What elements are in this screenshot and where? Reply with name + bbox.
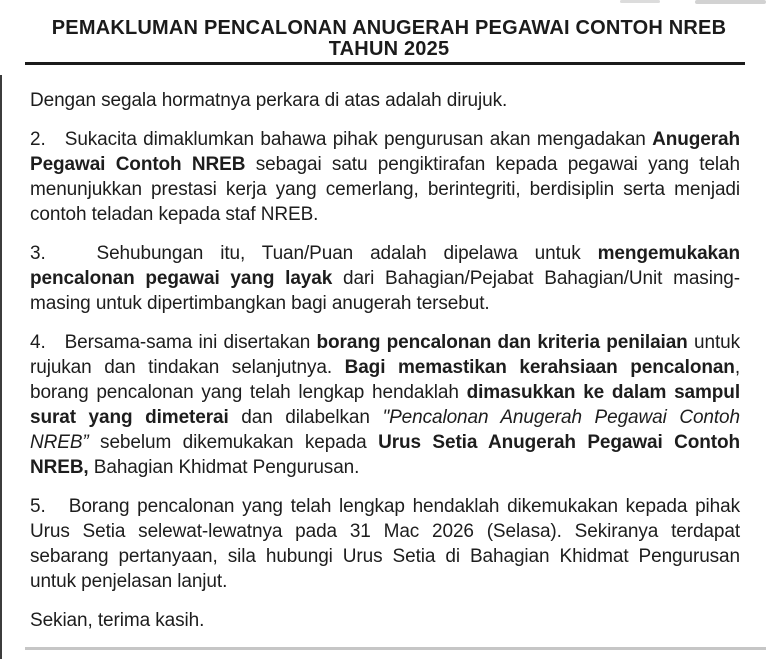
paragraph-salutation: Dengan segala hormatnya perkara di atas adalah dirujuk.	[30, 90, 508, 111]
document-title	[40, 18, 738, 60]
paragraph-3: 3. Sehubungan itu, Tuan/Puan adalah dipelawa untuk mengemukakan pencalonan pegawai yang layak dari Bahagian/Pejabat Bahagian/Unit masing-masing untuk dipertimbangkan bagi anugerah tersebut.	[30, 243, 740, 314]
title-underline-rule	[25, 62, 745, 65]
document-body	[30, 88, 740, 647]
scan-artifact-bottom-line	[25, 647, 766, 650]
paragraph-5: 5. Borang pencalonan yang telah lengkap hendaklah dikemukakan kepada pihak Urus Setia selewat-lewatnya pada 31 Mac 2026 (Selasa). Sekiranya terdapat sebarang pertanyaan, sila hubungi Urus Setia di Bahagian Khidmat Pengurusan untuk penjelasan lanjut.	[30, 496, 740, 592]
scan-artifact-top-1	[620, 0, 660, 3]
scan-artifact-top-2	[695, 0, 766, 4]
closing-line: Sekian, terima kasih.	[30, 610, 205, 631]
title-line-1: PEMAKLUMAN PENCALONAN ANUGERAH PEGAWAI CONTOH NREB	[51, 17, 727, 39]
paragraph-4: 4. Bersama-sama ini disertakan borang pencalonan dan kriteria penilaian untuk rujukan dan tindakan selanjutnya. Bagi memastikan kerahsiaan pencalonan, borang pencalonan yang telah lengkap hendaklah dimasukkan ke dalam sampul surat yang dimeterai dan dilabelkan "Pencalonan Anugerah Pegawai Contoh NREB” sebelum dikemukakan kepada Urus Setia Anugerah Pegawai Contoh NREB, Bahagian Khidmat Pengurusan.	[30, 332, 740, 478]
scan-artifact-left-edge	[0, 75, 2, 659]
paragraph-2: 2. Sukacita dimaklumkan bahawa pihak pengurusan akan mengadakan Anugerah Pegawai Contoh NREB sebagai satu pengiktirafan kepada pegawai yang telah menunjukkan prestasi kerja yang cemerlang, berintegriti, berdisiplin serta menjadi contoh teladan kepada staf NREB.	[30, 129, 740, 225]
title-line-2: TAHUN 2025	[328, 38, 450, 60]
